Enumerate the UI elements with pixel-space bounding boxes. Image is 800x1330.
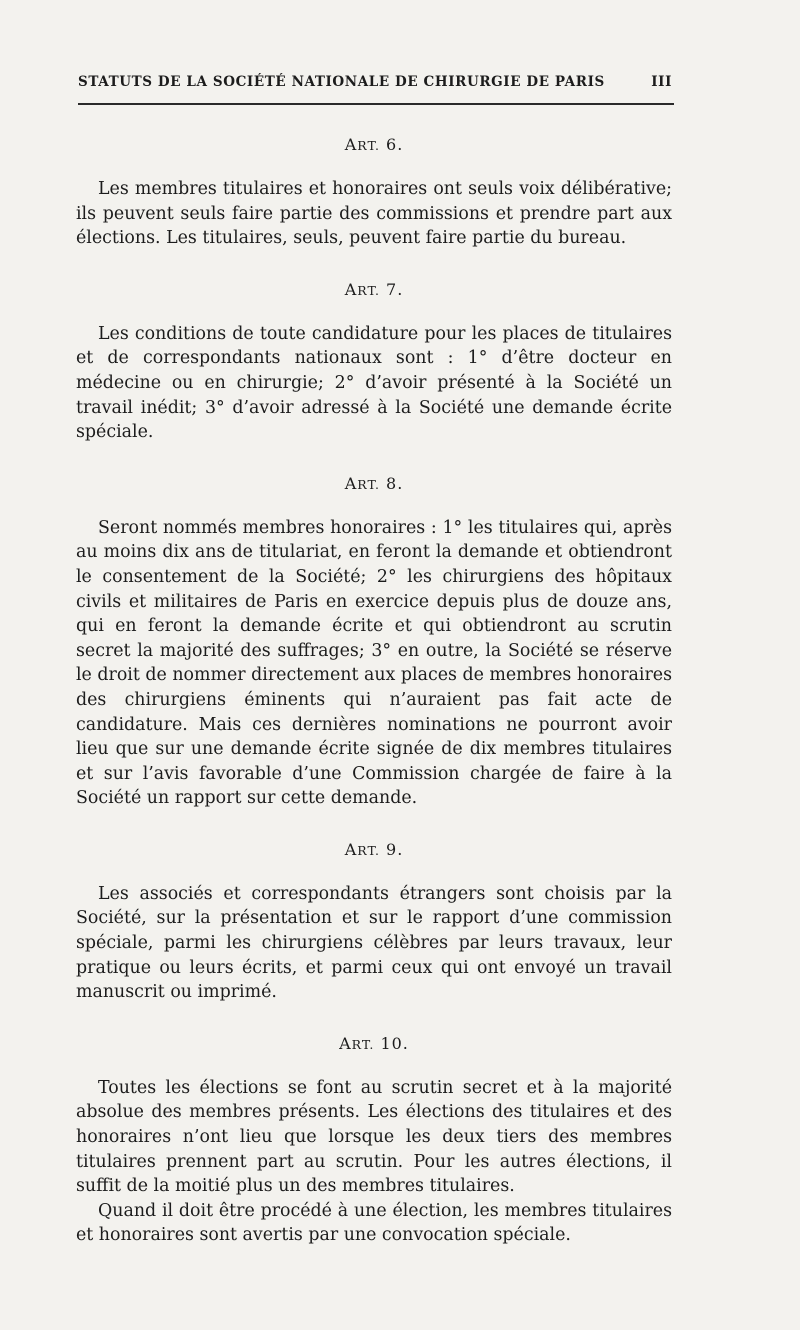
heading-initial: A — [344, 473, 358, 493]
header-rule — [78, 103, 674, 105]
heading-initial: A — [339, 1033, 352, 1053]
article-8-paragraph: Seront nommés membres honoraires : 1° les titulaires qui, après au moins dix ans de titulariat, en feront la demande et obtiendront le consentement de la Société; 2° les chirurgiens des hôpitaux civils et militaires de Paris en exercice depuis plus de douze ans, qui en feront la demande écrite et qui obtiendront au scrutin secret la majorité des suffrages; 3° en outre, la Société se réserve le droit de nommer directement aux places de membres honoraires des chirurgiens éminents qui n’auraient pas fait acte de candidature. Mais ces dernières nominations ne pourront avoir lieu que sur une demande écrite signée de dix membres titulaires et sur l’avis favorable d’une Commission chargée de faire à la Société un rapport sur cette demande. — [76, 517, 672, 809]
article-heading-8 — [76, 465, 672, 516]
article-number: 6. — [386, 135, 404, 154]
article-heading-10 — [76, 1025, 672, 1076]
page-number: III — [651, 74, 672, 90]
article-heading-9 — [76, 831, 672, 882]
article-number: 7. — [386, 279, 404, 299]
article-heading-6 — [76, 126, 672, 177]
article-10-paragraph-2: Quand il doit être procédé à une élection, les membres titulaires et honoraires sont avertis par une convocation spéciale. — [76, 1200, 672, 1246]
heading-smallcaps: RT. — [351, 1036, 375, 1052]
heading-initial: A — [344, 279, 358, 299]
heading-smallcaps: RT. — [357, 138, 380, 153]
heading-initial: A — [344, 839, 358, 859]
article-number: 9. — [386, 839, 404, 859]
heading-smallcaps: RT. — [357, 842, 380, 858]
heading-smallcaps: RT. — [357, 476, 380, 492]
article-number: 10. — [380, 1033, 409, 1053]
running-head — [78, 74, 672, 90]
article-heading-7 — [76, 271, 672, 322]
article-number: 8. — [386, 473, 404, 493]
article-7-paragraph: Les conditions de toute candidature pour les places de titulaires et de correspondants nationaux sont : 1° d’être docteur en médecine ou en chirurgie; 2° d’avoir présenté à la Société un travail inédit; 3° d’avoir adressé à la Société une demande écrite spéciale. — [76, 323, 672, 443]
article-9-paragraph: Les associés et correspondants étrangers sont choisis par la Société, sur la présentation et sur le rapport d’une commission spéciale, parmi les chirurgiens célèbres par leurs travaux, leur pratique ou leurs écrits, et parmi ceux qui ont envoyé un travail manuscrit ou imprimé. — [76, 883, 672, 1003]
heading-smallcaps: RT. — [357, 282, 380, 298]
heading-initial: A — [344, 135, 358, 154]
article-6-paragraph: Les membres titulaires et honoraires ont seuls voix délibérative; ils peuvent seuls faire partie des commissions et prendre part aux élections. Les titulaires, seuls, peuvent faire partie du bureau. — [76, 179, 672, 249]
article-10-paragraph-1: Toutes les élections se font au scrutin secret et à la majorité absolue des membres présents. Les élections des titulaires et des honoraires n’ont lieu que lorsque les deux tiers des membres titulaires prennent part au scrutin. Pour les autres élections, il suffit de la moitié plus un des membres titulaires. — [76, 1077, 672, 1197]
running-title: STATUTS DE LA SOCIÉTÉ NATIONALE DE CHIRURGIE DE PARIS — [78, 74, 605, 90]
body-text — [76, 126, 672, 1248]
